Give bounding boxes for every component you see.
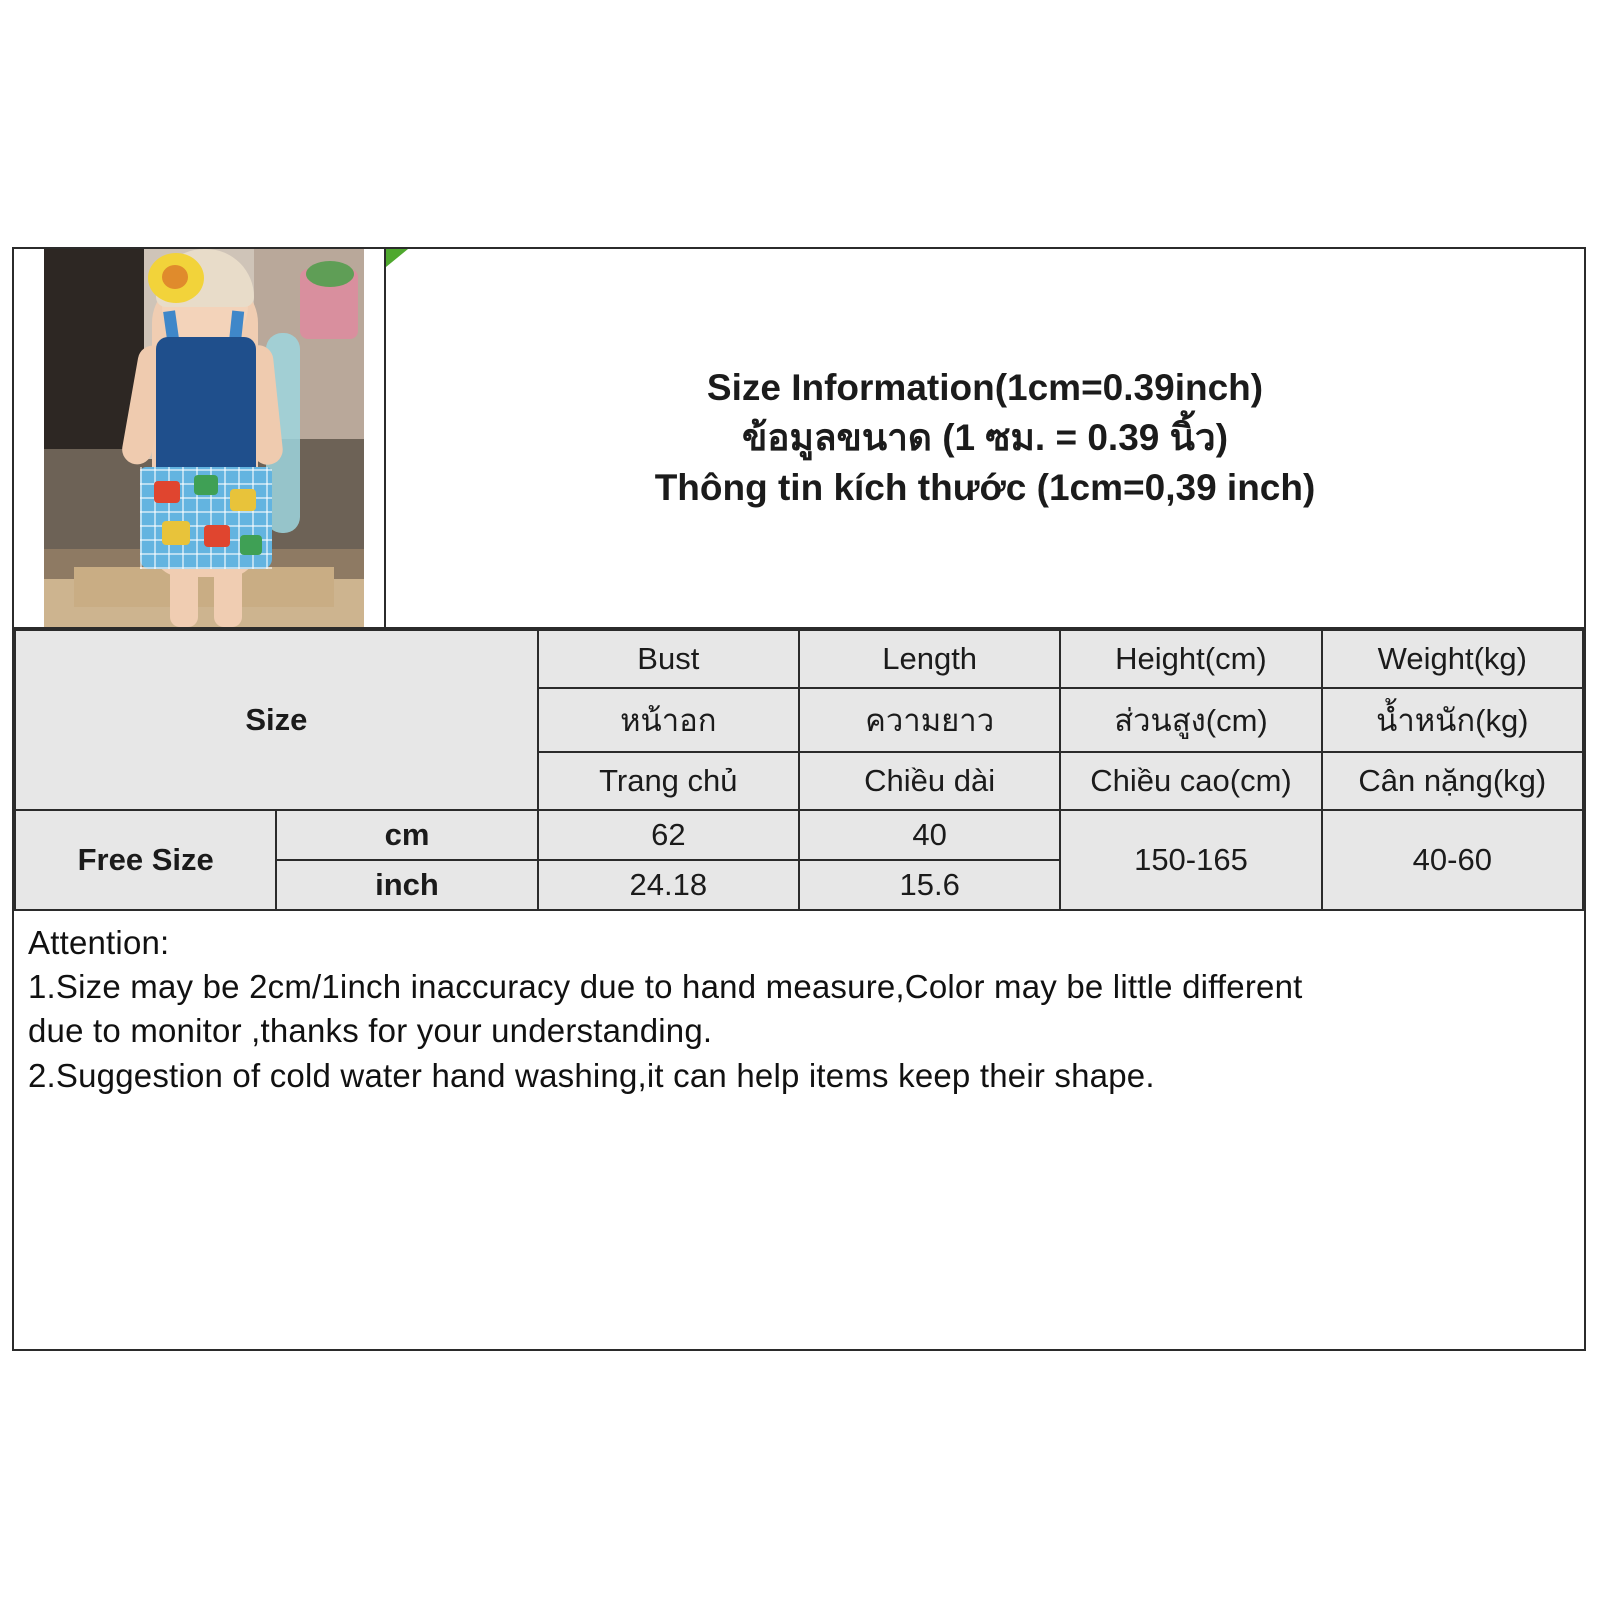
photo-skirt-print-3 bbox=[230, 489, 256, 511]
row-label-free-size: Free Size bbox=[15, 810, 276, 910]
title-line-vietnamese: Thông tin kích thước (1cm=0,39 inch) bbox=[654, 467, 1316, 509]
header-height-th: ส่วนสูง(cm) bbox=[1060, 688, 1321, 752]
title-line-english: Size Information(1cm=0.39inch) bbox=[706, 366, 1264, 408]
photo-skirt-print-4 bbox=[162, 521, 190, 545]
header-bust-th: หน้าอก bbox=[538, 688, 799, 752]
unit-inch: inch bbox=[276, 860, 537, 910]
photo-blue-top bbox=[156, 337, 256, 487]
unit-cm: cm bbox=[276, 810, 537, 860]
photo-plant bbox=[306, 261, 354, 287]
value-bust-cm: 62 bbox=[538, 810, 799, 860]
value-weight-range: 40-60 bbox=[1322, 810, 1583, 910]
attention-note-1-line-1: 1.Size may be 2cm/1inch inaccuracy due to hand measure,Color may be little different bbox=[28, 968, 1303, 1006]
header-length-th: ความยาว bbox=[799, 688, 1060, 752]
header-weight-en: Weight(kg) bbox=[1322, 630, 1583, 688]
header-length-en: Length bbox=[799, 630, 1060, 688]
header-bust-en: Bust bbox=[538, 630, 799, 688]
header-height-en: Height(cm) bbox=[1060, 630, 1321, 688]
photo-skirt-print-6 bbox=[240, 535, 262, 555]
green-corner-marker-icon bbox=[386, 249, 408, 267]
header-length-vi: Chiều dài bbox=[799, 752, 1060, 810]
value-length-inch: 15.6 bbox=[799, 860, 1060, 910]
photo-flower-center bbox=[162, 265, 188, 289]
photo-skirt-print-1 bbox=[154, 481, 180, 503]
table-row-freesize-cm bbox=[15, 810, 1583, 860]
photo-skirt-print-5 bbox=[204, 525, 230, 547]
value-height-range: 150-165 bbox=[1060, 810, 1321, 910]
title-line-thai: ข้อมูลขนาด (1 ซม. = 0.39 นิ้ว) bbox=[741, 416, 1229, 458]
header-band bbox=[14, 249, 1584, 629]
attention-heading: Attention: bbox=[28, 924, 170, 961]
header-weight-th: น้ำหนัก(kg) bbox=[1322, 688, 1583, 752]
size-chart-sheet bbox=[12, 247, 1586, 1351]
photo-skirt-print-2 bbox=[194, 475, 218, 495]
attention-note-2: 2.Suggestion of cold water hand washing,it can help items keep their shape. bbox=[28, 1056, 1155, 1094]
table-row-header-en bbox=[15, 630, 1583, 688]
attention-block bbox=[14, 911, 1584, 1098]
product-photo-cell bbox=[14, 249, 386, 627]
title-cell bbox=[386, 249, 1584, 627]
header-weight-vi: Cân nặng(kg) bbox=[1322, 752, 1583, 810]
header-height-vi: Chiều cao(cm) bbox=[1060, 752, 1321, 810]
value-bust-inch: 24.18 bbox=[538, 860, 799, 910]
size-table bbox=[14, 629, 1584, 911]
header-bust-vi: Trang chủ bbox=[538, 752, 799, 810]
size-column-label: Size bbox=[15, 630, 538, 810]
product-photo bbox=[44, 249, 364, 627]
value-length-cm: 40 bbox=[799, 810, 1060, 860]
attention-note-1-line-2: due to monitor ,thanks for your understanding. bbox=[28, 1012, 713, 1050]
